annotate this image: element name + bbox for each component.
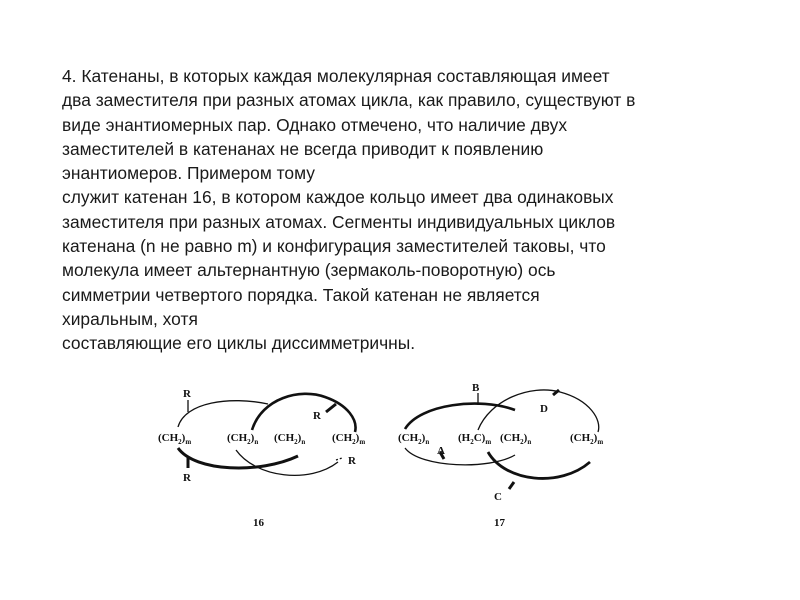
substituent-r: R bbox=[348, 455, 356, 467]
ring-right-lower-arc bbox=[488, 452, 590, 478]
ch2-group: $(CH_2)_n$ bbox=[398, 432, 430, 446]
substituent-r: R bbox=[183, 472, 191, 484]
text-line: энантиомеров. Примером тому bbox=[62, 163, 315, 184]
ring-left-upper-arc bbox=[405, 404, 515, 429]
catenane-17 bbox=[398, 382, 603, 529]
text-line: составляющие его циклы диссимметричны. bbox=[62, 333, 416, 354]
ring-right-upper-arc bbox=[252, 394, 356, 432]
text-line: катенана (n не равно m) и конфигурация заместителей таковы, что bbox=[62, 236, 606, 257]
ring-left-lower-arc bbox=[178, 448, 298, 468]
ch2-group: $(CH_2)_m$ bbox=[158, 432, 192, 446]
ch2-group: $(CH_2)_m$ bbox=[332, 432, 366, 446]
label-d: D bbox=[540, 403, 548, 415]
ring-right-lower-arc bbox=[236, 450, 338, 475]
h2c-group: $(H_2C)_m$ bbox=[458, 432, 492, 446]
compound-number: 16 bbox=[253, 517, 264, 529]
ch2-group: $(CH_2)_n$ bbox=[274, 432, 306, 446]
text-line: симметрии четвертого порядка. Такой катенан не является bbox=[62, 284, 540, 305]
text-line: два заместителя при разных атомах цикла, как правило, существуют в bbox=[62, 90, 636, 111]
text-line: служит катенан 16, в котором каждое кольцо имеет два одинаковых bbox=[62, 187, 614, 208]
ch2-group: $(CH_2)_m$ bbox=[570, 432, 604, 446]
text-line: молекула имеет альтернантную (зермаколь-поворотную) ось bbox=[62, 260, 556, 281]
text-line: заместителя при разных атомах. Сегменты индивидуальных циклов bbox=[62, 211, 616, 232]
substituent-r: R bbox=[313, 410, 321, 422]
text-line: хиральным, хотя bbox=[62, 308, 198, 329]
substituent-r: R bbox=[183, 388, 191, 400]
ch2-group: $(CH_2)_n$ bbox=[227, 432, 259, 446]
bond-right-lower bbox=[336, 458, 342, 460]
text-line: заместителей в катенанах не всегда приводит к появлению bbox=[62, 138, 544, 159]
ch2-group: $(CH_2)_n$ bbox=[500, 432, 532, 446]
text-line: виде энантиомерных пар. Однако отмечено, что наличие двух bbox=[62, 114, 568, 135]
bond-right-upper bbox=[326, 404, 336, 412]
label-b: B bbox=[472, 382, 480, 394]
label-c: C bbox=[494, 491, 502, 503]
ring-right-upper-arc bbox=[478, 390, 599, 432]
text-line: 4. Катенаны, в которых каждая молекулярная составляющая имеет bbox=[62, 66, 610, 86]
label-a: A bbox=[437, 445, 445, 457]
catenane-16 bbox=[158, 388, 365, 529]
compound-number: 17 bbox=[494, 517, 505, 529]
bond-c bbox=[509, 482, 514, 489]
ring-left-lower-arc bbox=[405, 448, 515, 465]
